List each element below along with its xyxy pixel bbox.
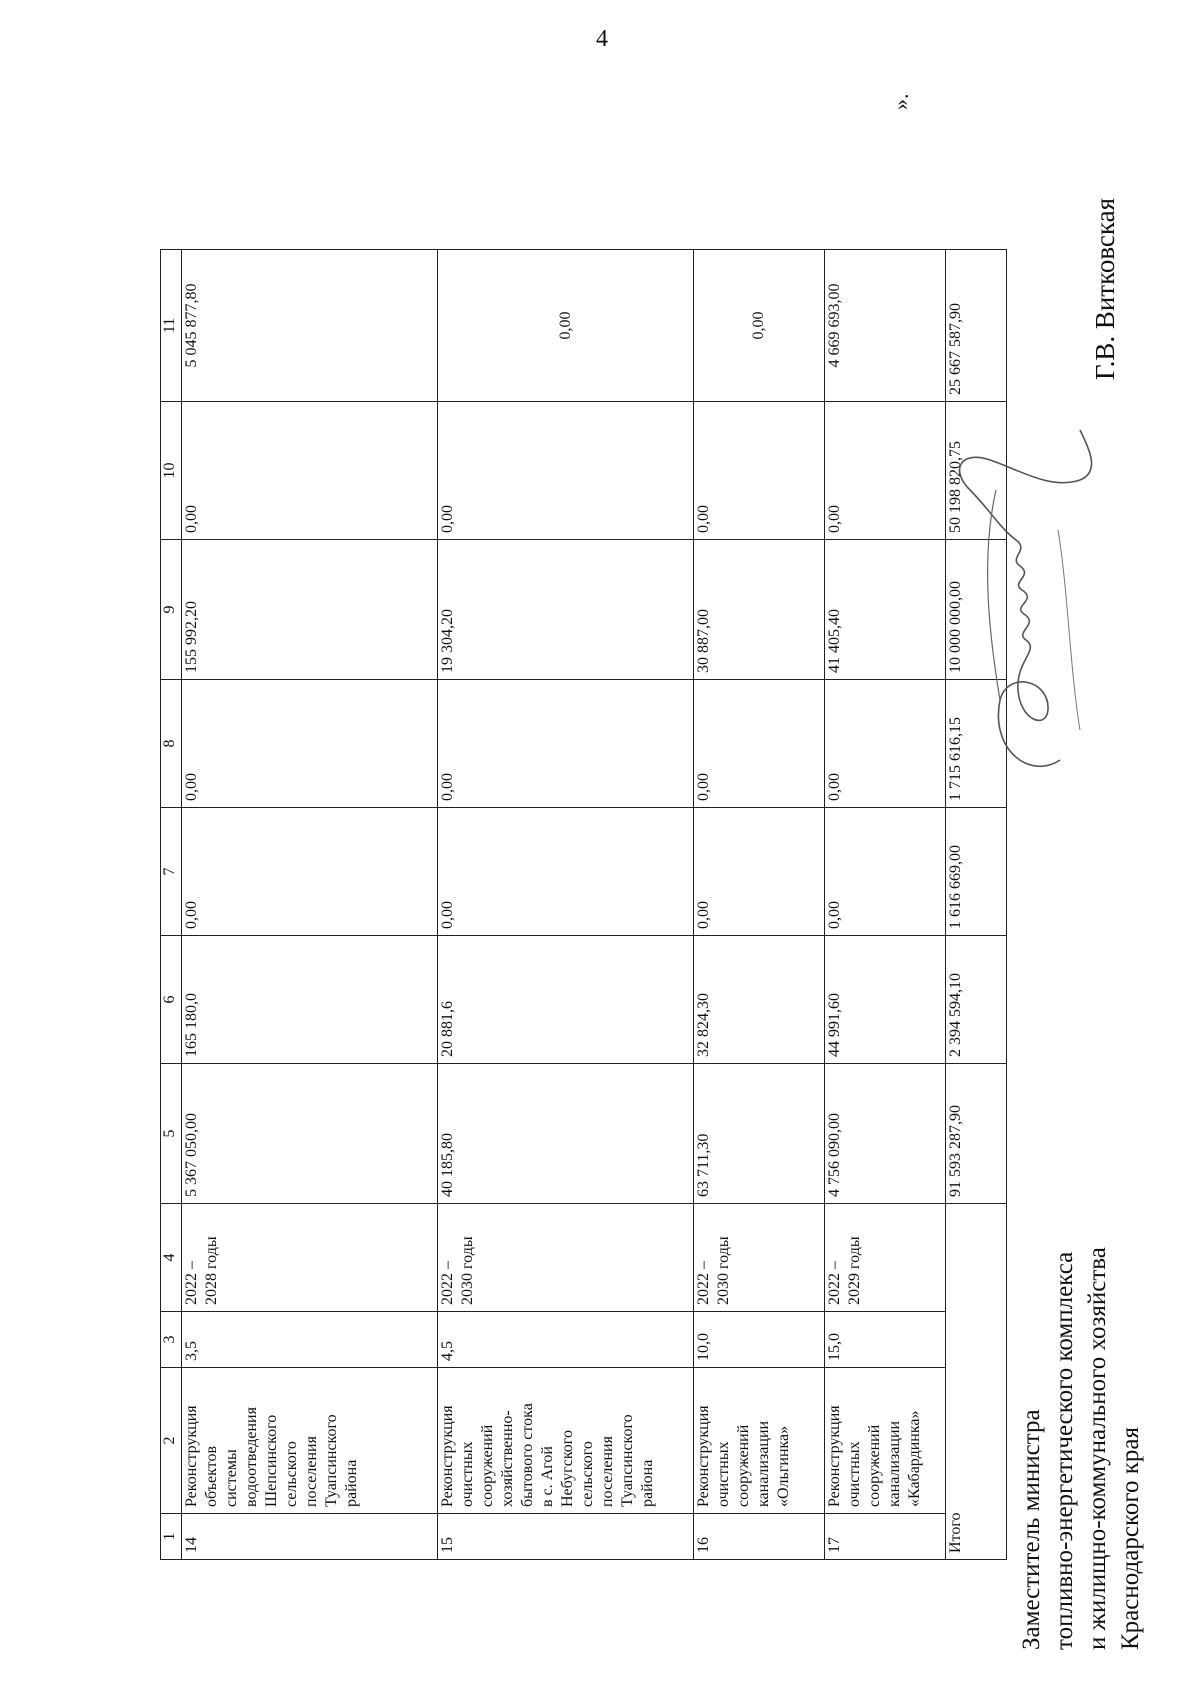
header-8: 8 <box>161 680 182 808</box>
cell-col10: 0,00 <box>438 402 694 540</box>
project-name-line: поселения <box>303 1436 320 1507</box>
project-name-line: поселения <box>599 1436 616 1507</box>
project-name-line: объектов <box>203 1445 220 1507</box>
table-row <box>825 250 946 1560</box>
cell-col7: 0,00 <box>825 808 946 936</box>
cell-col6: 165 180,0 <box>182 936 438 1064</box>
period-line: 2029 годы <box>846 1236 863 1305</box>
cell-col10: 0,00 <box>182 402 438 540</box>
cell-col8: 0,00 <box>825 680 946 808</box>
project-name-line: района <box>639 1459 656 1507</box>
cell-col9: 155 992,20 <box>182 540 438 680</box>
cell-col7: 0,00 <box>438 808 694 936</box>
project-name <box>438 1368 694 1514</box>
signature-title-line: и жилищно-коммунального хозяйства <box>1084 1247 1111 1650</box>
cell-col8: 0,00 <box>438 680 694 808</box>
project-name-line: Реконструкция <box>826 1405 843 1507</box>
header-9: 9 <box>161 540 182 680</box>
header-6: 6 <box>161 936 182 1064</box>
project-name-line: хозяйственно- <box>499 1410 516 1507</box>
project-name-line: канализации <box>886 1420 903 1507</box>
project-name <box>825 1368 946 1514</box>
page-number: 4 <box>596 26 608 52</box>
cell-col5: 5 367 050,00 <box>182 1064 438 1204</box>
signature-title-line: Заместитель министра <box>1018 1409 1045 1650</box>
period-line: 2028 годы <box>203 1236 220 1305</box>
project-name-line: Туапсинского <box>323 1414 340 1507</box>
cell-col5: 40 185,80 <box>438 1064 694 1204</box>
project-name-line: канализации <box>755 1420 772 1507</box>
cell-col5: 4 756 090,00 <box>825 1064 946 1204</box>
row-number: 16 <box>694 1514 825 1560</box>
total-col8: 1 715 616,15 <box>946 680 1007 808</box>
header-3: 3 <box>161 1312 182 1368</box>
cell-col6: 20 881,6 <box>438 936 694 1064</box>
row-number: 14 <box>182 1514 438 1560</box>
row-number: 17 <box>825 1514 946 1560</box>
total-col6: 2 394 594,10 <box>946 936 1007 1064</box>
total-label: Итого <box>946 1204 1007 1560</box>
cell-col11: 4 669 693,00 <box>825 250 946 402</box>
cell-col10: 0,00 <box>694 402 825 540</box>
project-name-line: в с. Агой <box>539 1446 556 1507</box>
cell-col9: 30 887,00 <box>694 540 825 680</box>
cell-col8: 0,00 <box>694 680 825 808</box>
total-col10: 50 198 820,75 <box>946 402 1007 540</box>
cell-col9: 41 405,40 <box>825 540 946 680</box>
project-name-line: района <box>343 1459 360 1507</box>
period-line: 2030 годы <box>459 1236 476 1305</box>
header-7: 7 <box>161 808 182 936</box>
period-line: 2022 – <box>439 1261 456 1305</box>
cell-col8: 0,00 <box>182 680 438 808</box>
signature-title-line: топливно-энергетического комплекса <box>1051 1251 1078 1650</box>
cell-col6: 44 991,60 <box>825 936 946 1064</box>
project-name-line: сооружений <box>866 1424 883 1507</box>
header-11: 11 <box>161 250 182 402</box>
handwritten-signature <box>930 370 1130 790</box>
period-line: 2022 – <box>826 1261 843 1305</box>
closing-quote: ». <box>888 93 913 110</box>
period-cell <box>438 1204 694 1312</box>
signature-title-block <box>1015 1247 1147 1650</box>
cell-col3: 15,0 <box>825 1312 946 1368</box>
cell-col7: 0,00 <box>182 808 438 936</box>
project-name-line: сельского <box>283 1441 300 1507</box>
table-row <box>438 250 694 1560</box>
project-name <box>182 1368 438 1514</box>
project-name-line: сельского <box>579 1441 596 1507</box>
project-name-line: Шепсинского <box>263 1414 280 1507</box>
header-2: 2 <box>161 1368 182 1514</box>
period-cell <box>694 1204 825 1312</box>
cell-col5: 63 711,30 <box>694 1064 825 1204</box>
signature-title-line: Краснодарского края <box>1117 1427 1144 1650</box>
cell-col3: 4,5 <box>438 1312 694 1368</box>
cell-col3: 3,5 <box>182 1312 438 1368</box>
cell-col11: 5 045 877,80 <box>182 250 438 402</box>
project-name-line: «Ольгинка» <box>775 1425 792 1507</box>
row-number: 15 <box>438 1514 694 1560</box>
project-name-line: Реконструкция <box>183 1405 200 1507</box>
project-name-line: Реконструкция <box>439 1405 456 1507</box>
period-line: 2022 – <box>695 1261 712 1305</box>
project-name-line: очистных <box>846 1441 863 1507</box>
project-name-line: сооружений <box>735 1424 752 1507</box>
cell-col11: 0,00 <box>438 250 694 402</box>
cell-col6: 32 824,30 <box>694 936 825 1064</box>
project-name-line: Туапсинского <box>619 1414 636 1507</box>
project-name-line: очистных <box>459 1441 476 1507</box>
period-cell <box>182 1204 438 1312</box>
cell-col7: 0,00 <box>694 808 825 936</box>
period-cell <box>825 1204 946 1312</box>
cell-col11: 0,00 <box>694 250 825 402</box>
cell-col3: 10,0 <box>694 1312 825 1368</box>
cell-col9: 19 304,20 <box>438 540 694 680</box>
rotated-content <box>160 50 1170 1670</box>
header-row <box>161 250 182 1560</box>
project-name-line: Реконструкция <box>695 1405 712 1507</box>
project-name-line: очистных <box>715 1441 732 1507</box>
project-name <box>694 1368 825 1514</box>
budget-table <box>160 249 1007 1560</box>
total-col9: 10 000 000,00 <box>946 540 1007 680</box>
project-name-line: системы <box>223 1449 240 1507</box>
table-row <box>694 250 825 1560</box>
project-name-line: бытового стока <box>519 1403 536 1507</box>
total-col5: 91 593 287,90 <box>946 1064 1007 1204</box>
signer-name: Г.В. Витковская <box>1090 197 1120 380</box>
header-5: 5 <box>161 1064 182 1204</box>
table-row <box>182 250 438 1560</box>
project-name-line: сооружений <box>479 1424 496 1507</box>
project-name-line: Небугского <box>559 1430 576 1507</box>
period-line: 2030 годы <box>715 1236 732 1305</box>
period-line: 2022 – <box>183 1261 200 1305</box>
budget-table-wrap <box>160 249 1007 1560</box>
header-4: 4 <box>161 1204 182 1312</box>
total-col7: 1 616 669,00 <box>946 808 1007 936</box>
total-col11: 25 667 587,90 <box>946 250 1007 402</box>
header-1: 1 <box>161 1514 182 1560</box>
project-name-line: «Кабардинка» <box>906 1410 923 1507</box>
header-10: 10 <box>161 402 182 540</box>
cell-col10: 0,00 <box>825 402 946 540</box>
project-name-line: водоотведения <box>243 1407 260 1507</box>
